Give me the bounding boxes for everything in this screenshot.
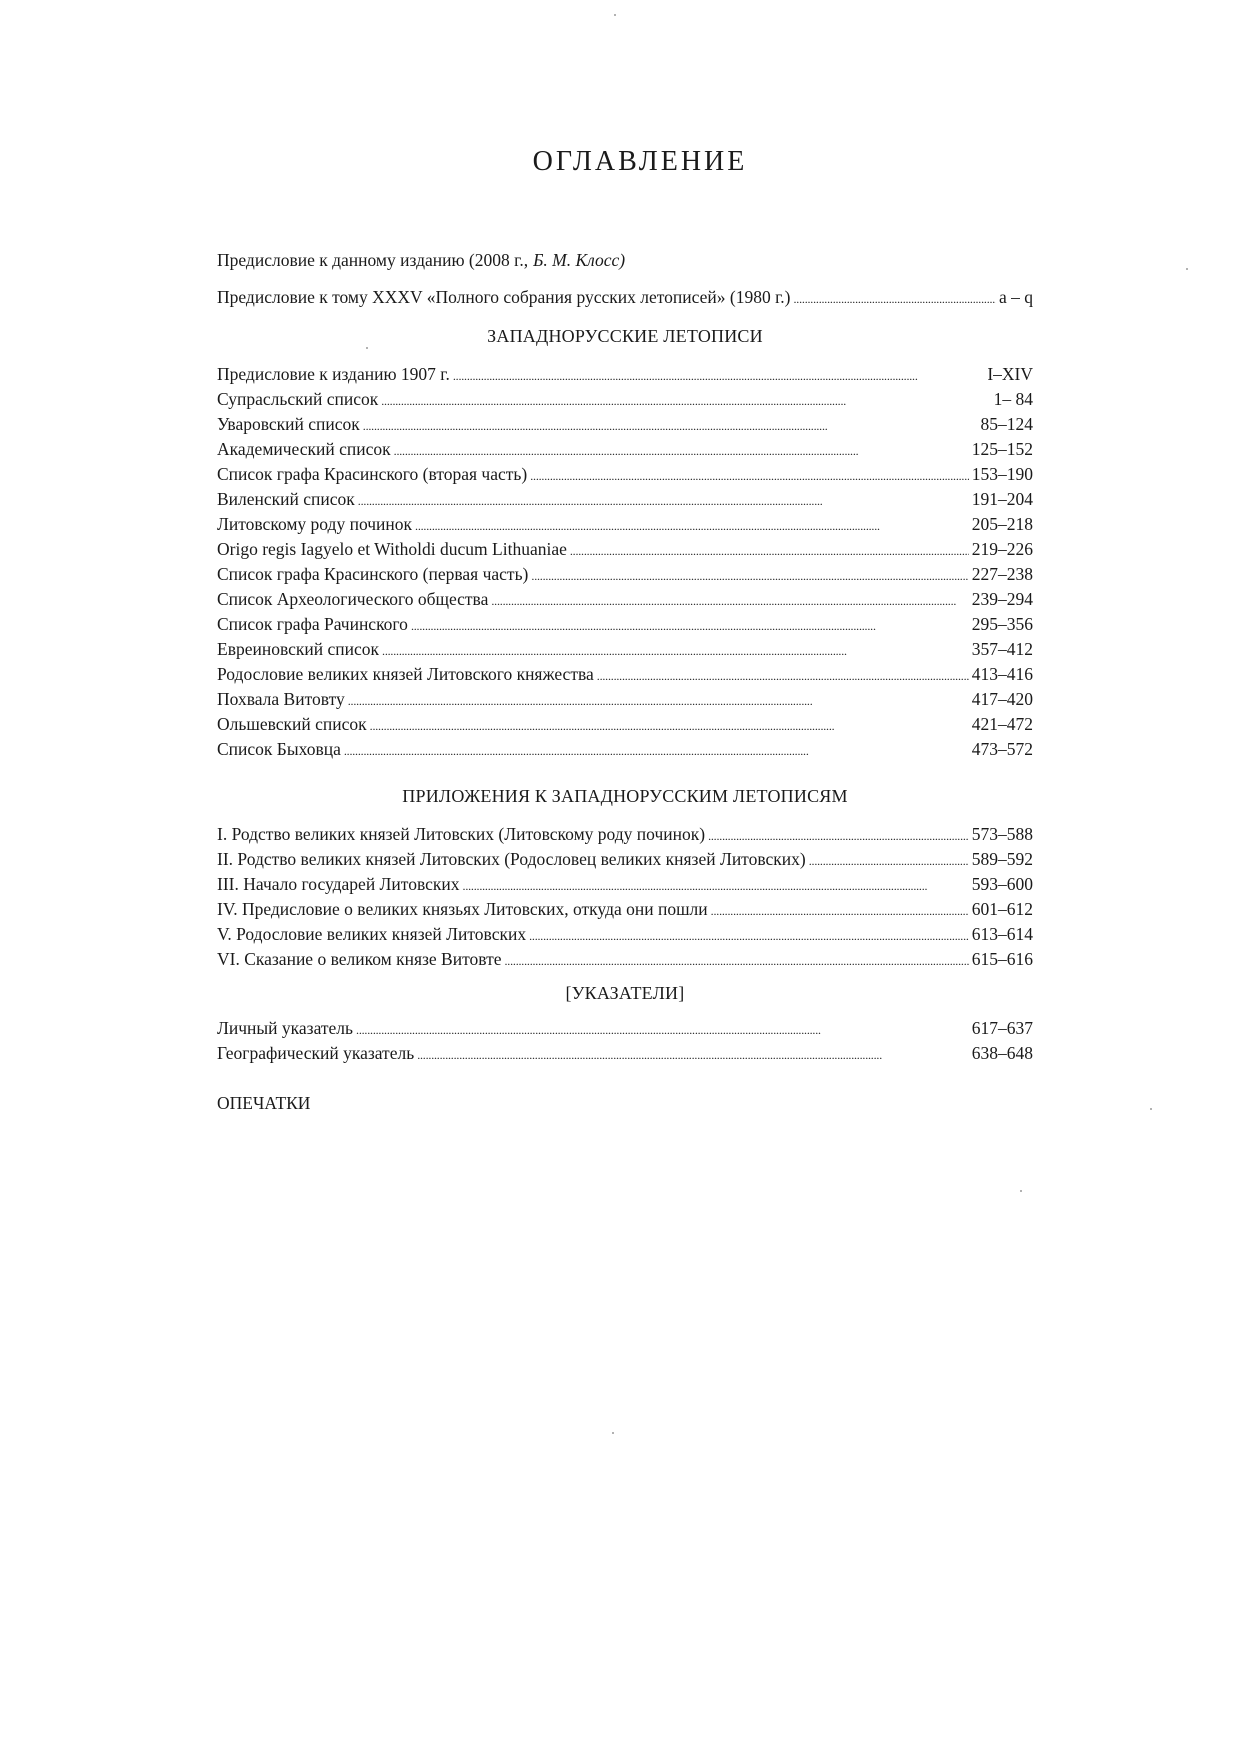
toc-entry-text: Литовскому роду починок xyxy=(217,514,413,534)
toc-entry xyxy=(217,1016,1033,1041)
toc-entry-text: Похвала Витовту xyxy=(217,689,345,709)
leader-dots xyxy=(417,1041,969,1066)
toc-entry-text: Родословие великих князей Литовского княжества xyxy=(217,664,594,684)
toc-entry xyxy=(217,947,1033,972)
toc-entry-text: Список Археологического общества xyxy=(217,589,489,609)
leader-dots xyxy=(708,822,969,847)
toc-entry-text: Супрасльский список xyxy=(217,389,379,409)
errata-heading: ОПЕЧАТКИ xyxy=(217,1093,311,1113)
section3-list xyxy=(217,1016,1033,1066)
scan-speck xyxy=(1186,268,1188,270)
leader-dots xyxy=(531,562,968,587)
leader-dots xyxy=(344,737,969,762)
toc-entry-pages: 613–614 xyxy=(971,924,1033,944)
toc-entry-pages: a – q xyxy=(998,287,1033,307)
toc-entry-pages: 573–588 xyxy=(971,824,1033,844)
leader-dots xyxy=(358,487,969,512)
leader-dots xyxy=(411,612,969,637)
toc-entry xyxy=(217,1041,1033,1066)
leader-dots xyxy=(711,897,969,922)
toc-entry-text: Виленский список xyxy=(217,489,355,509)
leader-dots xyxy=(370,712,969,737)
toc-entry-pages: 295–356 xyxy=(971,614,1033,634)
toc-entry-text: Академический список xyxy=(217,439,391,459)
toc-entry-pages: 357–412 xyxy=(971,639,1033,659)
toc-entry-pages: 205–218 xyxy=(971,514,1033,534)
toc-entry-pages: 219–226 xyxy=(971,539,1033,559)
toc-entry-pages: 239–294 xyxy=(971,589,1033,609)
toc-entry-text: Origo regis Iagyelo et Witholdi ducum Lithuaniae xyxy=(217,539,567,559)
toc-entry-text: Уваровский список xyxy=(217,414,360,434)
toc-entry-pages: 227–238 xyxy=(971,564,1033,584)
scan-speck xyxy=(1020,1190,1022,1192)
leader-dots xyxy=(415,512,969,537)
toc-entry-pages: I–XIV xyxy=(987,364,1033,384)
scan-speck xyxy=(614,14,616,16)
toc-entry-pages: 413–416 xyxy=(971,664,1033,684)
toc-entry-text: IV. Предисловие о великих князьях Литовских, откуда они пошли xyxy=(217,899,708,919)
toc-entry xyxy=(217,537,1033,562)
toc-entry xyxy=(217,562,1033,587)
toc-entry xyxy=(217,587,1033,612)
toc-entry-pages: 473–572 xyxy=(971,739,1033,759)
toc-entry xyxy=(217,822,1033,847)
leader-dots xyxy=(809,847,969,872)
toc-entry-pages: 421–472 xyxy=(971,714,1033,734)
scan-speck xyxy=(1150,1108,1152,1110)
preface-2008-author: Б. М. Клосс) xyxy=(533,250,626,270)
toc-entry xyxy=(217,437,1033,462)
toc-entry-text: Предисловие к изданию 1907 г. xyxy=(217,364,450,384)
scan-speck xyxy=(612,1432,614,1434)
toc-entry xyxy=(217,897,1033,922)
toc-entry xyxy=(217,462,1033,487)
toc-entry xyxy=(217,872,1033,897)
toc-entry xyxy=(217,847,1033,872)
toc-entry xyxy=(217,612,1033,637)
leader-dots xyxy=(530,462,969,487)
toc-entry-text: Список Быховца xyxy=(217,739,341,759)
toc-entry-pages: 593–600 xyxy=(971,874,1033,894)
toc-entry-text: Список графа Красинского (вторая часть) xyxy=(217,464,528,484)
leader-dots xyxy=(505,947,969,972)
toc-entry xyxy=(217,712,1033,737)
toc-entry-text: Евреиновский список xyxy=(217,639,380,659)
toc-entry xyxy=(217,922,1033,947)
leader-dots xyxy=(491,587,968,612)
toc-entry-pages: 601–612 xyxy=(971,899,1033,919)
toc-entry-text: Личный указатель xyxy=(217,1018,354,1038)
toc-entry xyxy=(217,362,1033,387)
toc-entry xyxy=(217,412,1033,437)
toc-entry-text: III. Начало государей Литовских xyxy=(217,874,460,894)
toc-entry-pages: 125–152 xyxy=(971,439,1033,459)
toc-entry-pages: 85–124 xyxy=(980,414,1033,434)
leader-dots xyxy=(394,437,969,462)
section-heading: ПРИЛОЖЕНИЯ К ЗАПАДНОРУССКИМ ЛЕТОПИСЯМ xyxy=(402,786,848,806)
leader-dots xyxy=(529,922,969,947)
toc-entry xyxy=(217,487,1033,512)
toc-entry-text: Предисловие к тому XXXV «Полного собрания русских летописей» (1980 г.) xyxy=(217,287,791,307)
toc-entry-pages: 153–190 xyxy=(971,464,1033,484)
leader-dots xyxy=(348,687,969,712)
toc-entry-text: Географический указатель xyxy=(217,1043,415,1063)
page-title: ОГЛАВЛЕНИЕ xyxy=(532,146,748,177)
toc-entry xyxy=(217,662,1033,687)
scan-speck xyxy=(366,347,368,349)
toc-entry-pages: 191–204 xyxy=(971,489,1033,509)
toc-entry-pages: 417–420 xyxy=(971,689,1033,709)
toc-entry-pages: 589–592 xyxy=(971,849,1033,869)
toc-entry xyxy=(217,687,1033,712)
toc-entry-text: Ольшевский список xyxy=(217,714,367,734)
toc-entry xyxy=(217,512,1033,537)
leader-dots xyxy=(356,1016,969,1041)
section1-list xyxy=(217,362,1033,762)
toc-entry-text: V. Родословие великих князей Литовских xyxy=(217,924,527,944)
toc-entry-text: I. Родство великих князей Литовских (Литовскому роду починок) xyxy=(217,824,706,844)
leader-dots xyxy=(363,412,978,437)
preface-2008-text: Предисловие к данному изданию (2008 г., xyxy=(217,250,529,270)
toc-entry-text: II. Родство великих князей Литовских (Родословец великих князей Литовских) xyxy=(217,849,806,869)
preface-2008-entry xyxy=(217,248,1033,273)
section-heading: [УКАЗАТЕЛИ] xyxy=(565,983,685,1003)
toc-entry-pages: 1– 84 xyxy=(993,389,1033,409)
toc-entry-pages: 638–648 xyxy=(971,1043,1033,1063)
leader-dots xyxy=(570,537,969,562)
toc-entry-text: VI. Сказание о великом князе Витовте xyxy=(217,949,502,969)
leader-dots xyxy=(382,637,969,662)
toc-entry xyxy=(217,387,1033,412)
leader-dots xyxy=(597,662,969,687)
leader-dots xyxy=(463,872,969,897)
leader-dots xyxy=(794,285,996,310)
toc-entry-text: Список графа Красинского (первая часть) xyxy=(217,564,529,584)
leader-dots xyxy=(453,362,984,387)
toc-entry-text: Список графа Рачинского xyxy=(217,614,408,634)
toc-entry xyxy=(217,737,1033,762)
preface-1980-entry xyxy=(217,285,1033,310)
toc-entry-pages: 617–637 xyxy=(971,1018,1033,1038)
section2-list xyxy=(217,822,1033,972)
toc-entry xyxy=(217,637,1033,662)
section-heading: ЗАПАДНОРУССКИЕ ЛЕТОПИСИ xyxy=(487,326,763,346)
toc-entry-pages: 615–616 xyxy=(971,949,1033,969)
leader-dots xyxy=(381,387,990,412)
